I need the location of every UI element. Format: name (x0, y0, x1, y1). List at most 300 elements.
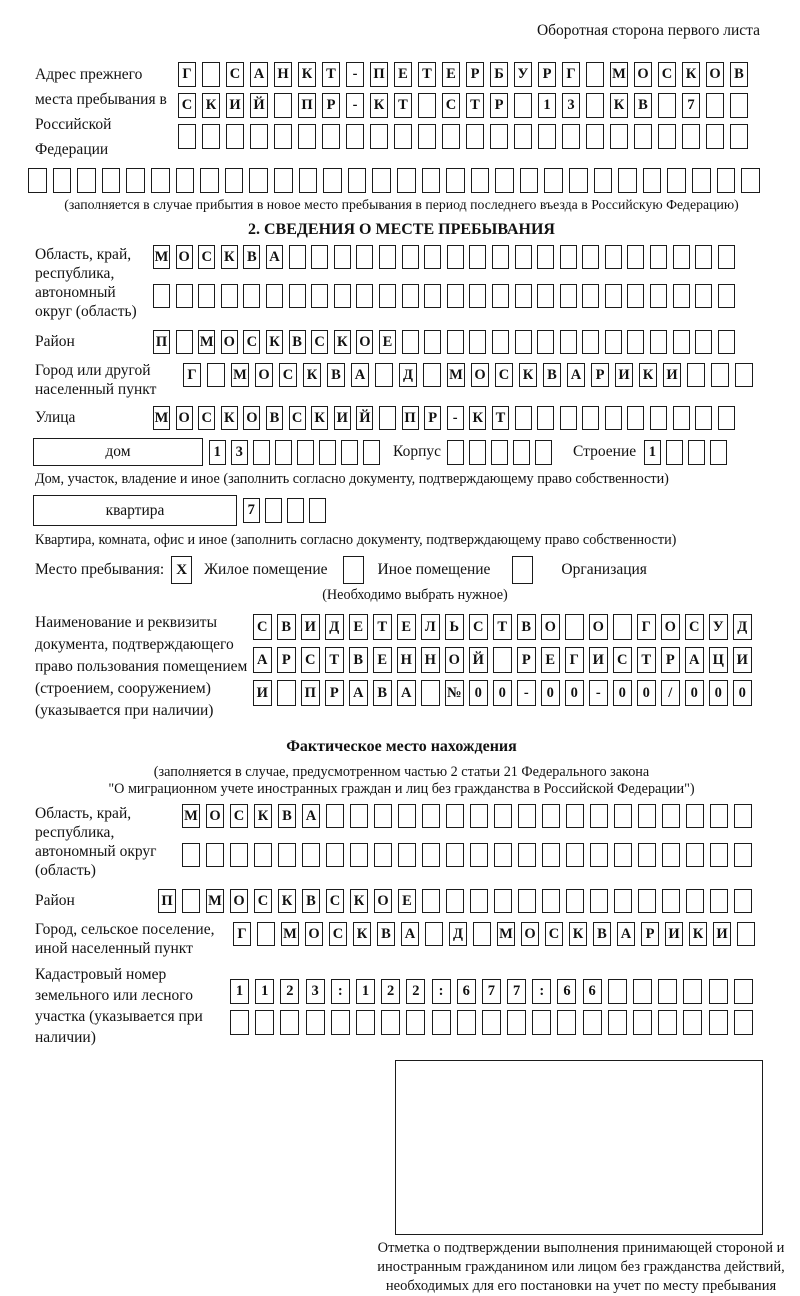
char-cell[interactable]: 3 (306, 979, 325, 1004)
char-cell[interactable]: Й (250, 93, 268, 118)
char-cell[interactable] (341, 440, 358, 465)
char-cell[interactable]: С (495, 363, 513, 387)
char-cell[interactable] (424, 245, 441, 269)
char-cell[interactable]: В (278, 804, 296, 828)
char-cell[interactable]: О (305, 922, 323, 946)
char-cell[interactable] (627, 284, 644, 308)
char-cell[interactable]: О (541, 614, 560, 640)
char-cell[interactable]: М (610, 62, 628, 87)
char-cell[interactable]: К (266, 330, 283, 354)
char-cell[interactable] (662, 804, 680, 828)
char-cell[interactable] (182, 843, 200, 867)
char-cell[interactable] (658, 93, 676, 118)
char-cell[interactable]: М (497, 922, 515, 946)
char-cell[interactable]: С (198, 245, 215, 269)
char-cell[interactable]: С (442, 93, 460, 118)
char-cell[interactable]: Г (637, 614, 656, 640)
char-cell[interactable] (446, 843, 464, 867)
char-cell[interactable] (28, 168, 47, 193)
char-cell[interactable]: И (733, 647, 752, 673)
char-cell[interactable] (422, 889, 440, 913)
char-cell[interactable] (515, 406, 532, 430)
char-cell[interactable] (741, 168, 760, 193)
char-cell[interactable] (491, 440, 508, 465)
char-cell[interactable]: Р (517, 647, 536, 673)
char-cell[interactable] (402, 330, 419, 354)
char-cell[interactable]: 1 (538, 93, 556, 118)
char-cell[interactable]: Р (325, 680, 344, 706)
char-cell[interactable] (544, 168, 563, 193)
char-cell[interactable] (265, 498, 282, 523)
char-cell[interactable] (280, 1010, 299, 1035)
char-cell[interactable] (538, 124, 556, 149)
char-cell[interactable] (658, 979, 677, 1004)
char-cell[interactable]: Н (274, 62, 292, 87)
char-cell[interactable] (381, 1010, 400, 1035)
char-cell[interactable]: Т (322, 62, 340, 87)
char-cell[interactable] (560, 406, 577, 430)
char-cell[interactable]: У (709, 614, 728, 640)
char-cell[interactable]: 2 (406, 979, 425, 1004)
char-cell[interactable] (734, 804, 752, 828)
char-cell[interactable]: В (266, 406, 283, 430)
char-cell[interactable] (289, 245, 306, 269)
char-cell[interactable] (331, 1010, 350, 1035)
char-cell[interactable] (627, 330, 644, 354)
char-cell[interactable] (537, 330, 554, 354)
char-cell[interactable]: Ц (709, 647, 728, 673)
char-cell[interactable]: Г (565, 647, 584, 673)
char-cell[interactable] (375, 363, 393, 387)
char-cell[interactable] (586, 124, 604, 149)
char-cell[interactable] (206, 843, 224, 867)
char-cell[interactable] (482, 1010, 501, 1035)
char-cell[interactable]: В (373, 680, 392, 706)
char-cell[interactable] (374, 804, 392, 828)
char-cell[interactable] (666, 440, 683, 465)
char-cell[interactable] (605, 284, 622, 308)
char-cell[interactable] (614, 843, 632, 867)
char-cell[interactable] (566, 889, 584, 913)
char-cell[interactable] (532, 1010, 551, 1035)
char-cell[interactable] (686, 804, 704, 828)
char-cell[interactable]: О (356, 330, 373, 354)
char-cell[interactable] (319, 440, 336, 465)
char-cell[interactable] (586, 62, 604, 87)
char-cell[interactable] (557, 1010, 576, 1035)
char-cell[interactable] (346, 124, 364, 149)
char-cell[interactable] (253, 440, 270, 465)
char-cell[interactable]: 6 (583, 979, 602, 1004)
stay-type-checkbox-residential[interactable]: X (171, 556, 192, 584)
char-cell[interactable] (53, 168, 72, 193)
char-cell[interactable] (682, 124, 700, 149)
char-cell[interactable] (650, 406, 667, 430)
char-cell[interactable] (737, 922, 755, 946)
char-cell[interactable] (202, 62, 220, 87)
char-cell[interactable] (178, 124, 196, 149)
char-cell[interactable]: 0 (469, 680, 488, 706)
char-cell[interactable]: К (469, 406, 486, 430)
char-cell[interactable] (493, 647, 512, 673)
char-cell[interactable] (710, 440, 727, 465)
char-cell[interactable] (658, 124, 676, 149)
char-cell[interactable] (582, 284, 599, 308)
char-cell[interactable]: М (206, 889, 224, 913)
char-cell[interactable] (176, 168, 195, 193)
char-cell[interactable] (249, 168, 268, 193)
char-cell[interactable] (650, 330, 667, 354)
char-cell[interactable]: 1 (644, 440, 661, 465)
char-cell[interactable] (608, 1010, 627, 1035)
char-cell[interactable] (565, 614, 584, 640)
char-cell[interactable]: Т (466, 93, 484, 118)
char-cell[interactable]: Р (490, 93, 508, 118)
char-cell[interactable]: И (665, 922, 683, 946)
char-cell[interactable] (398, 804, 416, 828)
char-cell[interactable]: 3 (231, 440, 248, 465)
char-cell[interactable]: В (243, 245, 260, 269)
char-cell[interactable] (466, 124, 484, 149)
char-cell[interactable]: - (447, 406, 464, 430)
char-cell[interactable] (398, 843, 416, 867)
char-cell[interactable]: П (158, 889, 176, 913)
char-cell[interactable] (274, 168, 293, 193)
char-cell[interactable] (662, 889, 680, 913)
char-cell[interactable] (518, 843, 536, 867)
char-cell[interactable] (418, 93, 436, 118)
char-cell[interactable] (494, 843, 512, 867)
char-cell[interactable] (518, 804, 536, 828)
char-cell[interactable]: О (243, 406, 260, 430)
char-cell[interactable] (638, 804, 656, 828)
char-cell[interactable] (470, 843, 488, 867)
char-cell[interactable]: О (221, 330, 238, 354)
char-cell[interactable] (560, 284, 577, 308)
char-cell[interactable] (447, 284, 464, 308)
char-cell[interactable] (200, 168, 219, 193)
char-cell[interactable]: А (250, 62, 268, 87)
char-cell[interactable]: 6 (557, 979, 576, 1004)
char-cell[interactable]: Н (397, 647, 416, 673)
char-cell[interactable] (673, 245, 690, 269)
char-cell[interactable] (537, 406, 554, 430)
char-cell[interactable] (586, 93, 604, 118)
char-cell[interactable]: В (377, 922, 395, 946)
char-cell[interactable] (608, 979, 627, 1004)
char-cell[interactable] (709, 979, 728, 1004)
apartment-type-box[interactable]: квартира (33, 495, 237, 526)
char-cell[interactable]: П (402, 406, 419, 430)
char-cell[interactable] (471, 168, 490, 193)
char-cell[interactable] (594, 168, 613, 193)
char-cell[interactable]: Е (398, 889, 416, 913)
char-cell[interactable] (418, 124, 436, 149)
char-cell[interactable] (334, 284, 351, 308)
char-cell[interactable]: Ь (445, 614, 464, 640)
char-cell[interactable] (298, 124, 316, 149)
char-cell[interactable]: К (221, 245, 238, 269)
char-cell[interactable]: В (517, 614, 536, 640)
char-cell[interactable] (673, 284, 690, 308)
char-cell[interactable] (692, 168, 711, 193)
char-cell[interactable]: И (713, 922, 731, 946)
char-cell[interactable]: А (397, 680, 416, 706)
char-cell[interactable] (309, 498, 326, 523)
char-cell[interactable] (356, 1010, 375, 1035)
stay-type-checkbox-organization[interactable] (512, 556, 533, 584)
char-cell[interactable]: Р (322, 93, 340, 118)
char-cell[interactable] (447, 245, 464, 269)
char-cell[interactable] (176, 284, 193, 308)
char-cell[interactable]: Е (541, 647, 560, 673)
char-cell[interactable] (490, 124, 508, 149)
char-cell[interactable] (422, 804, 440, 828)
char-cell[interactable]: М (182, 804, 200, 828)
char-cell[interactable]: Е (349, 614, 368, 640)
char-cell[interactable]: О (230, 889, 248, 913)
char-cell[interactable] (422, 843, 440, 867)
char-cell[interactable]: В (302, 889, 320, 913)
char-cell[interactable] (560, 330, 577, 354)
char-cell[interactable] (469, 440, 486, 465)
char-cell[interactable]: В (327, 363, 345, 387)
char-cell[interactable] (363, 440, 380, 465)
char-cell[interactable] (590, 804, 608, 828)
char-cell[interactable] (470, 889, 488, 913)
char-cell[interactable] (695, 245, 712, 269)
char-cell[interactable]: В (543, 363, 561, 387)
char-cell[interactable]: И (334, 406, 351, 430)
char-cell[interactable] (495, 168, 514, 193)
char-cell[interactable]: А (253, 647, 272, 673)
char-cell[interactable]: А (266, 245, 283, 269)
char-cell[interactable]: К (610, 93, 628, 118)
char-cell[interactable] (447, 330, 464, 354)
char-cell[interactable]: Р (277, 647, 296, 673)
char-cell[interactable]: Е (379, 330, 396, 354)
char-cell[interactable]: М (447, 363, 465, 387)
char-cell[interactable]: М (153, 406, 170, 430)
char-cell[interactable] (537, 284, 554, 308)
char-cell[interactable] (397, 168, 416, 193)
char-cell[interactable]: И (226, 93, 244, 118)
char-cell[interactable]: Т (492, 406, 509, 430)
char-cell[interactable]: О (176, 406, 193, 430)
char-cell[interactable] (492, 245, 509, 269)
char-cell[interactable]: Е (394, 62, 412, 87)
char-cell[interactable] (153, 284, 170, 308)
char-cell[interactable]: С (178, 93, 196, 118)
char-cell[interactable] (442, 124, 460, 149)
char-cell[interactable]: Б (490, 62, 508, 87)
char-cell[interactable]: А (685, 647, 704, 673)
char-cell[interactable] (590, 843, 608, 867)
char-cell[interactable] (372, 168, 391, 193)
char-cell[interactable]: Р (661, 647, 680, 673)
char-cell[interactable]: А (349, 680, 368, 706)
char-cell[interactable]: К (254, 804, 272, 828)
char-cell[interactable]: 1 (230, 979, 249, 1004)
char-cell[interactable] (560, 245, 577, 269)
char-cell[interactable]: У (514, 62, 532, 87)
char-cell[interactable]: Р (591, 363, 609, 387)
char-cell[interactable]: О (374, 889, 392, 913)
char-cell[interactable] (469, 245, 486, 269)
char-cell[interactable] (323, 168, 342, 193)
char-cell[interactable] (650, 245, 667, 269)
char-cell[interactable] (348, 168, 367, 193)
char-cell[interactable]: К (278, 889, 296, 913)
char-cell[interactable] (520, 168, 539, 193)
char-cell[interactable]: К (569, 922, 587, 946)
char-cell[interactable] (287, 498, 304, 523)
char-cell[interactable]: А (351, 363, 369, 387)
char-cell[interactable] (379, 245, 396, 269)
char-cell[interactable]: Д (733, 614, 752, 640)
char-cell[interactable] (730, 93, 748, 118)
char-cell[interactable]: К (689, 922, 707, 946)
char-cell[interactable] (421, 680, 440, 706)
char-cell[interactable]: - (589, 680, 608, 706)
char-cell[interactable]: К (350, 889, 368, 913)
char-cell[interactable] (202, 124, 220, 149)
char-cell[interactable] (422, 168, 441, 193)
char-cell[interactable]: 0 (685, 680, 704, 706)
char-cell[interactable]: Н (421, 647, 440, 673)
char-cell[interactable] (673, 406, 690, 430)
char-cell[interactable]: О (706, 62, 724, 87)
char-cell[interactable] (176, 330, 193, 354)
char-cell[interactable]: С (198, 406, 215, 430)
char-cell[interactable] (424, 284, 441, 308)
char-cell[interactable] (734, 1010, 753, 1035)
char-cell[interactable]: М (281, 922, 299, 946)
char-cell[interactable] (274, 93, 292, 118)
char-cell[interactable] (151, 168, 170, 193)
char-cell[interactable] (311, 245, 328, 269)
char-cell[interactable]: О (206, 804, 224, 828)
char-cell[interactable]: Е (373, 647, 392, 673)
char-cell[interactable]: К (334, 330, 351, 354)
char-cell[interactable] (297, 440, 314, 465)
char-cell[interactable] (322, 124, 340, 149)
char-cell[interactable]: Г (178, 62, 196, 87)
char-cell[interactable] (356, 245, 373, 269)
char-cell[interactable]: С (469, 614, 488, 640)
char-cell[interactable] (673, 330, 690, 354)
char-cell[interactable]: М (198, 330, 215, 354)
char-cell[interactable] (667, 168, 686, 193)
char-cell[interactable]: П (370, 62, 388, 87)
char-cell[interactable]: 7 (507, 979, 526, 1004)
char-cell[interactable] (278, 843, 296, 867)
char-cell[interactable]: К (519, 363, 537, 387)
char-cell[interactable]: С (230, 804, 248, 828)
char-cell[interactable] (638, 843, 656, 867)
char-cell[interactable]: О (589, 614, 608, 640)
char-cell[interactable] (350, 843, 368, 867)
char-cell[interactable]: 3 (562, 93, 580, 118)
char-cell[interactable] (198, 284, 215, 308)
char-cell[interactable] (225, 168, 244, 193)
char-cell[interactable] (257, 922, 275, 946)
char-cell[interactable] (334, 245, 351, 269)
char-cell[interactable] (711, 363, 729, 387)
char-cell[interactable]: 1 (209, 440, 226, 465)
char-cell[interactable] (734, 843, 752, 867)
char-cell[interactable] (706, 124, 724, 149)
char-cell[interactable]: М (153, 245, 170, 269)
char-cell[interactable] (718, 284, 735, 308)
char-cell[interactable] (514, 124, 532, 149)
char-cell[interactable] (627, 245, 644, 269)
char-cell[interactable] (605, 245, 622, 269)
char-cell[interactable] (350, 804, 368, 828)
char-cell[interactable]: 0 (733, 680, 752, 706)
char-cell[interactable]: О (471, 363, 489, 387)
char-cell[interactable]: С (254, 889, 272, 913)
char-cell[interactable] (425, 922, 443, 946)
char-cell[interactable]: / (661, 680, 680, 706)
char-cell[interactable]: С (613, 647, 632, 673)
char-cell[interactable]: № (445, 680, 464, 706)
char-cell[interactable] (277, 680, 296, 706)
char-cell[interactable] (274, 124, 292, 149)
char-cell[interactable] (470, 804, 488, 828)
char-cell[interactable] (226, 124, 244, 149)
char-cell[interactable]: П (298, 93, 316, 118)
char-cell[interactable]: 0 (637, 680, 656, 706)
char-cell[interactable] (379, 284, 396, 308)
char-cell[interactable]: 0 (613, 680, 632, 706)
char-cell[interactable] (610, 124, 628, 149)
char-cell[interactable]: В (349, 647, 368, 673)
char-cell[interactable]: - (346, 93, 364, 118)
char-cell[interactable]: Г (562, 62, 580, 87)
char-cell[interactable] (695, 284, 712, 308)
char-cell[interactable]: К (370, 93, 388, 118)
char-cell[interactable]: А (617, 922, 635, 946)
char-cell[interactable]: Т (637, 647, 656, 673)
char-cell[interactable]: Т (373, 614, 392, 640)
char-cell[interactable] (250, 124, 268, 149)
char-cell[interactable] (406, 1010, 425, 1035)
char-cell[interactable] (102, 168, 121, 193)
char-cell[interactable]: 1 (255, 979, 274, 1004)
char-cell[interactable] (494, 889, 512, 913)
char-cell[interactable] (605, 330, 622, 354)
char-cell[interactable]: Р (466, 62, 484, 87)
char-cell[interactable] (537, 245, 554, 269)
char-cell[interactable] (643, 168, 662, 193)
char-cell[interactable]: 7 (682, 93, 700, 118)
char-cell[interactable]: С (243, 330, 260, 354)
char-cell[interactable]: Т (418, 62, 436, 87)
char-cell[interactable] (614, 889, 632, 913)
char-cell[interactable]: В (277, 614, 296, 640)
char-cell[interactable] (370, 124, 388, 149)
char-cell[interactable] (469, 284, 486, 308)
char-cell[interactable] (492, 284, 509, 308)
char-cell[interactable]: Т (325, 647, 344, 673)
char-cell[interactable] (311, 284, 328, 308)
char-cell[interactable]: С (279, 363, 297, 387)
char-cell[interactable] (518, 889, 536, 913)
char-cell[interactable] (638, 889, 656, 913)
char-cell[interactable]: А (401, 922, 419, 946)
char-cell[interactable] (590, 889, 608, 913)
